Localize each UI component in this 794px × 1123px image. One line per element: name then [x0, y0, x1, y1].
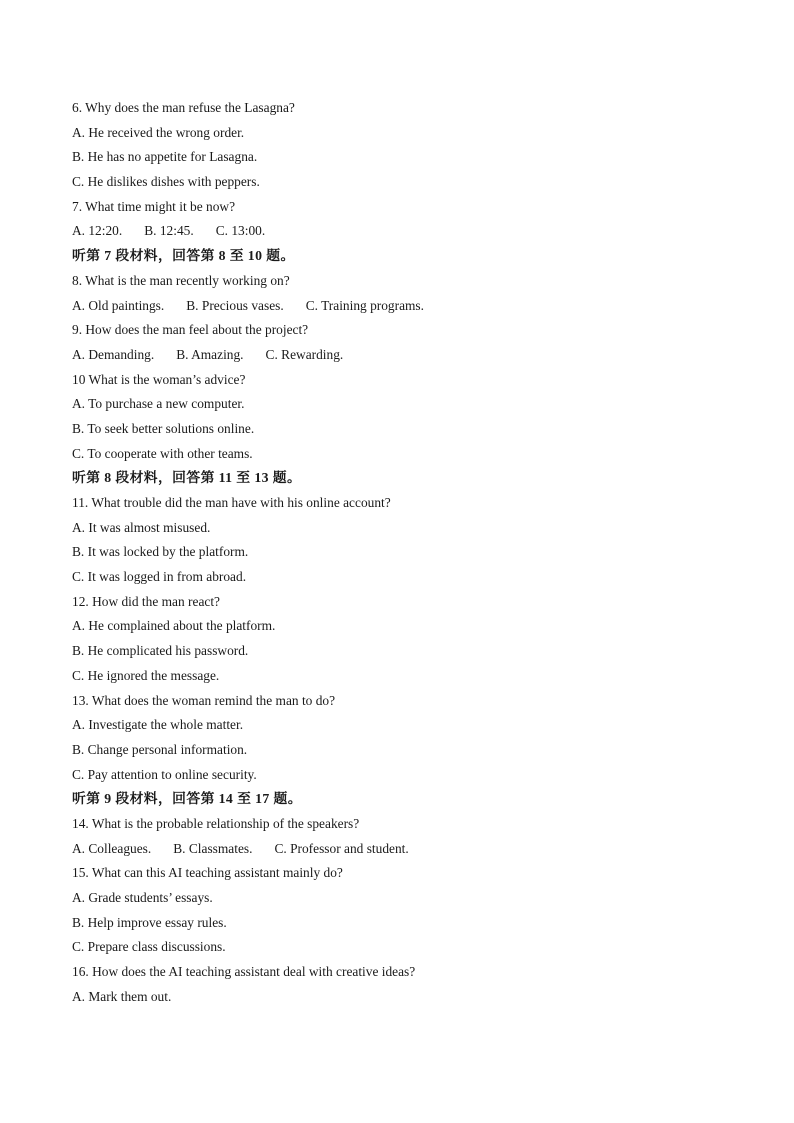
options-row — [72, 345, 752, 370]
question-stem: 7. What time might it be now? — [72, 198, 236, 214]
answer-option: B. 12:45. — [144, 223, 194, 239]
answer-option: C. To cooperate with other teams. — [72, 445, 253, 461]
question-stem: 11. What trouble did the man have with his online account? — [72, 495, 391, 510]
answer-option: B. Classmates. — [173, 840, 253, 856]
answer-option: B. Help improve essay rules. — [72, 914, 227, 930]
options-row — [72, 839, 752, 864]
question-stem: 9. How does the man feel about the project? — [72, 322, 309, 338]
answer-option: B. It was locked by the platform. — [72, 544, 249, 560]
question-stem: 10 What is the woman’s advice? — [72, 371, 246, 387]
answer-option: B. Amazing. — [176, 346, 244, 362]
answer-option: C. It was logged in from abroad. — [72, 569, 247, 585]
options-row — [72, 221, 752, 246]
answer-option: A. 12:20. — [72, 223, 123, 239]
question-stem: 16. How does the AI teaching assistant deal with creative ideas? — [72, 964, 416, 980]
question-stem: 13. What does the woman remind the man to do? — [72, 692, 336, 708]
answer-option: C. 13:00. — [215, 223, 266, 239]
answer-option: A. Colleagues. — [72, 840, 152, 856]
answer-option: A. Demanding. — [72, 346, 155, 362]
answer-option: A. Old paintings. — [72, 297, 165, 313]
answer-option: A. Grade students’ essays. — [72, 890, 213, 905]
question-stem: 12. How did the man react? — [72, 593, 220, 609]
answer-option: A. He received the wrong order. — [72, 124, 245, 140]
answer-option: A. Mark them out. — [72, 988, 172, 1004]
question-stem: 6. Why does the man refuse the Lasagna? — [72, 100, 295, 115]
section-heading: 听第 9 段材料，回答第 14 至 17 题。 — [72, 791, 302, 807]
answer-option: C. Rewarding. — [265, 346, 344, 362]
answer-option: B. He has no appetite for Lasagna. — [72, 149, 258, 165]
answer-option: C. Prepare class discussions. — [72, 939, 226, 955]
answer-option: C. Training programs. — [305, 297, 424, 313]
answer-option: A. He complained about the platform. — [72, 618, 276, 634]
answer-option: C. Professor and student. — [274, 840, 409, 856]
question-stem: 14. What is the probable relationship of the speakers? — [72, 815, 360, 831]
answer-option: A. Investigate the whole matter. — [72, 717, 244, 733]
answer-option: B. Change personal information. — [72, 741, 248, 757]
answer-option: C. He dislikes dishes with peppers. — [72, 174, 260, 190]
section-heading: 听第 8 段材料，回答第 11 至 13 题。 — [72, 470, 302, 486]
section-heading: 听第 7 段材料，回答第 8 至 10 题。 — [72, 248, 295, 264]
answer-option: B. To seek better solutions online. — [72, 420, 255, 436]
answer-option: A. It was almost misused. — [72, 519, 211, 535]
options-row — [72, 296, 752, 321]
answer-option: C. He ignored the message. — [72, 667, 220, 683]
answer-option: A. To purchase a new computer. — [72, 396, 245, 412]
answer-option: B. He complicated his password. — [72, 643, 249, 659]
question-stem: 8. What is the man recently working on? — [72, 272, 290, 288]
answer-option: C. Pay attention to online security. — [72, 766, 257, 782]
question-list — [72, 98, 752, 1011]
answer-option: B. Precious vases. — [186, 297, 284, 313]
question-stem: 15. What can this AI teaching assistant mainly do? — [72, 865, 343, 881]
